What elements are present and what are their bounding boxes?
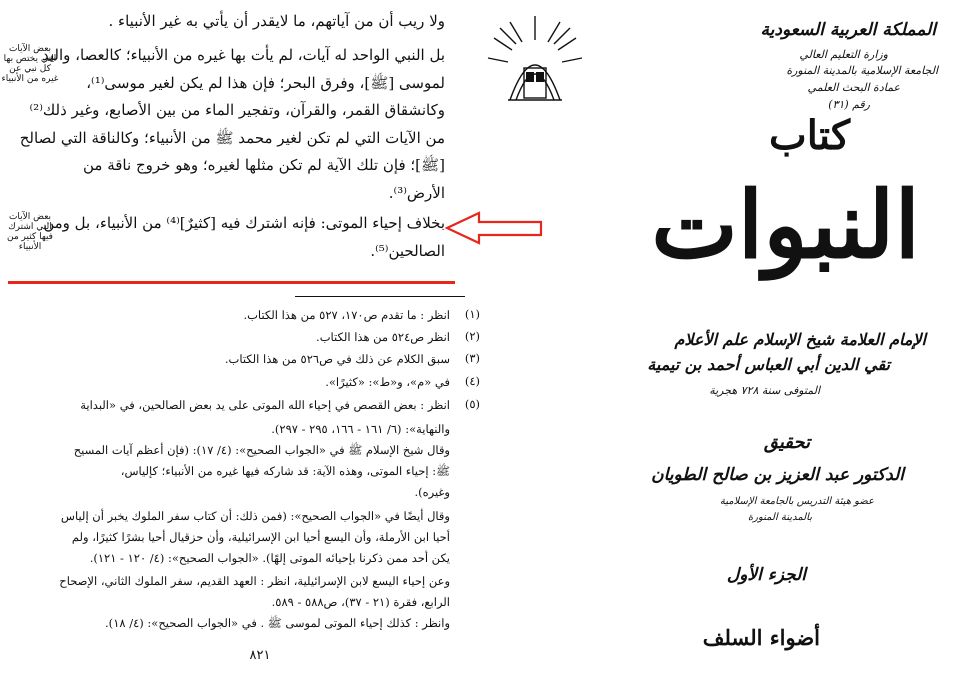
author-honorific: الإمام العلامة شيخ الإسلام علم الأعلام [674,330,926,349]
footnote-text: انظر : بعض القصص في إحياء الله الموتى على يد بعض الصالحين، في «البداية [80,398,450,412]
header-university: الجامعة الإسلامية بالمدينة المنورة [786,64,938,77]
body-line-highlighted: الصالحين⁽⁵⁾. [370,242,445,260]
header-deanship: عمادة البحث العلمي [807,81,900,94]
page-number: ٨٢١ [249,648,271,663]
author-name: تقي الدين أبي العباس أحمد بن تيمية [647,355,890,374]
footnote-continuation: أحيا ابن الأرملة، وأن اليسع أحيا ابن الإسرائيلية، وأن حزقيال أحيا بشرًا كثيرًا، ولم [71,530,450,544]
footnote-continuation: وقال أيضًا في «الجواب الصحيح»: (فمن ذلك: أن كتاب سفر الملوك يخبر أن إلياس [60,509,450,523]
header-ministry: وزارة التعليم العالي [799,48,888,61]
footnote-continuation: ﷺ: إحياء الموتى، وهذه الآية: قد شاركه فيها غيره من الأنبياء؛ كإلياس، [120,464,450,478]
footnote-number: (٥) [464,397,480,411]
body-line: من الآيات التي لم تكن لغير محمد ﷺ من الأنبياء؛ وكالناقة التي لصالح [19,129,445,147]
footnote-continuation: وانظر : كذلك إحياء الموتى لموسى ﷺ . في «الجواب الصحيح»: (٤/ ١٨). [105,616,450,630]
footnote-text: سبق الكلام عن ذلك في ص٥٢٦ من هذا الكتاب. [224,352,450,366]
body-line: وكانشقاق القمر، والقرآن، وتفجير الماء من بين الأصابع، وغير ذلك⁽²⁾ [29,101,445,119]
footnote-text: انظر : ما تقدم ص١٧٠، ٥٢٧ من هذا الكتاب. [243,308,450,322]
body-line: ولا ريب أن من آياتهم، ما لايقدر أن يأتي به غير الأنبياء . [108,12,445,30]
body-line: بل النبي الواحد له آيات، لم يأت بها غيره من الأنبياء؛ كالعصا، واليد [41,46,445,64]
footnote-continuation: الرابع، فقرة (٢١ - ٣٧)، ص٥٨٨ - ٥٨٩. [271,595,450,609]
margin-note: بعض الآيات التي يختص بها كل نبي عن غيره من الأنبياء [1,44,59,84]
footnote-continuation: يكن أحد ممن ذكرنا بإحيائه الموتى إلهًا). «الجواب الصحيح»: (٤/ ١٢٠ - ١٢١). [89,551,450,565]
editor-city: بالمدينة المنورة [747,512,812,523]
author-death-year: المتوفى سنة ٧٢٨ هجرية [709,384,820,397]
cover-page [520,0,960,699]
footnote-number: (٣) [464,351,480,365]
footnote-number: (١) [464,307,480,321]
footnote-text: انظر ص٥٢٤ من هذا الكتاب. [316,330,450,344]
volume-label: الجزء الأول [726,565,806,585]
footnote-continuation: وغيره). [414,485,450,499]
footnote-text: في «م»، و«ط»: «كثيرًا». [325,375,450,389]
red-underline [8,281,455,284]
header-number: رقم (٣١) [828,98,870,111]
footnote-continuation: والنهاية»: (٦/ ١٦١ - ١٦٦، ٢٩٥ - ٢٩٧). [271,422,450,436]
footnote-number: (٢) [464,329,480,343]
editor-affiliation: عضو هيئة التدريس بالجامعة الإسلامية [719,496,874,507]
publisher-name: أضواء السلف [702,625,820,650]
body-line-highlighted: بخلاف إحياء الموتى: فإنه اشترك فيه [كثيرٌ]⁽⁴⁾ من الأنبياء، بل ومن [43,214,445,232]
kitab-label: كتاب [769,112,850,159]
footnote-separator [295,296,465,297]
tahqiq-label: تحقيق [763,432,810,453]
main-title: النبوات [651,171,920,279]
body-line: لموسى [ﷺ]، وفرق البحر؛ فإن هذا لم يكن لغير موسى⁽¹⁾، [86,74,445,92]
footnote-continuation: وعن إحياء اليسع لابن الإسرائيلية، انظر : العهد القديم، سفر الملوك الثاني، الإصحاح [59,574,450,588]
margin-note: بعض الآيات التي اشترك فيها كثير من الأنبياء [7,212,53,252]
body-line: [ﷺ]؛ فإن تلك الآية لم تكن مثلها لغيره؛ وهو خروج ناقة من [83,156,445,174]
footnote-number: (٤) [464,374,480,388]
footnote-continuation: وقال شيخ الإسلام ﷺ في «الجواب الصحيح»: (٤/ ١٧): (فإن أعظم آيات المسيح [73,443,450,457]
editor-name: الدكتور عبد العزيز بن صالح الطويان [651,465,904,485]
header-country: المملكة العربية السعودية [760,20,936,40]
body-line: الأرض⁽³⁾. [388,184,445,202]
university-emblem-icon [480,10,590,110]
